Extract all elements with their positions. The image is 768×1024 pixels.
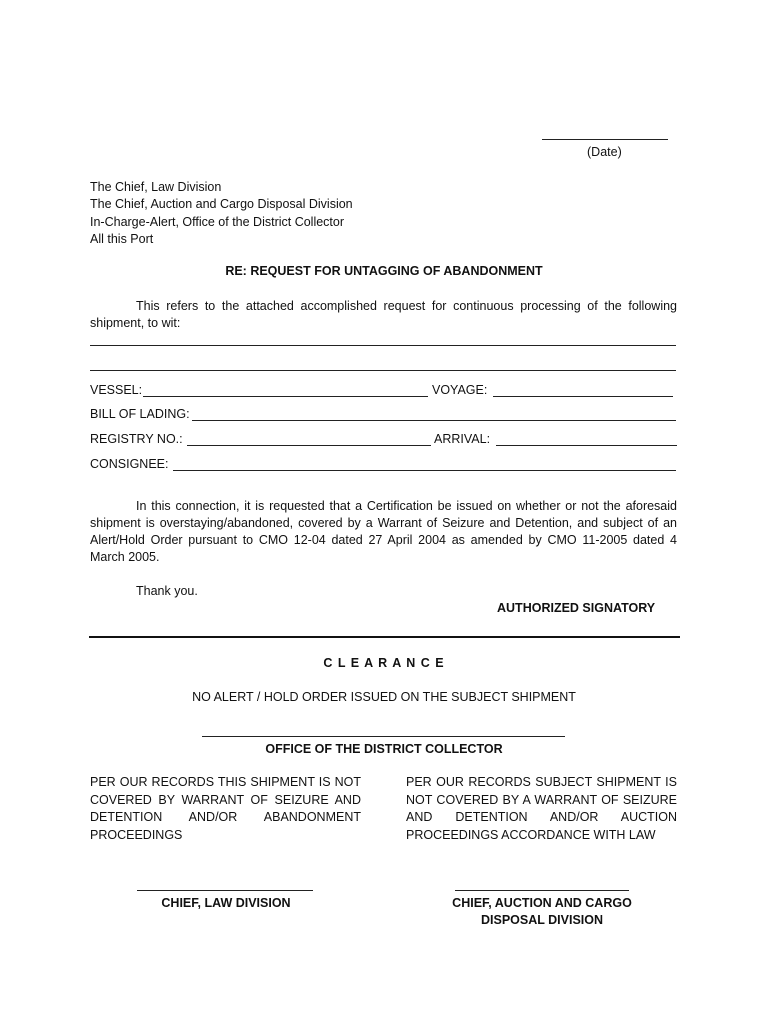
auction-division-signer-line1: CHIEF, AUCTION AND CARGO (452, 896, 632, 910)
intro-text: This refers to the attached accomplished request for continuous processing of the following shipment, to wit: (90, 299, 677, 330)
addressee-line: The Chief, Law Division (90, 180, 222, 194)
law-division-signer: CHIEF, LAW DIVISION (161, 896, 291, 910)
bill-of-lading-label: BILL OF LADING: (90, 407, 190, 421)
intro-paragraph (90, 298, 677, 332)
consignee-label: CONSIGNEE: (90, 457, 169, 471)
auction-division-signer-line2: DISPOSAL DIVISION (480, 913, 603, 927)
arrival-label: ARRIVAL: (434, 432, 491, 446)
arrival-field[interactable] (496, 445, 677, 446)
registry-no-field[interactable] (187, 445, 431, 446)
law-division-signature-line[interactable] (137, 890, 313, 891)
auction-division-clearance-text (406, 774, 677, 844)
registry-no-label: REGISTRY NO.: (90, 432, 183, 446)
blank-line[interactable] (90, 370, 676, 371)
addressee-block (90, 179, 353, 248)
vessel-label: VESSEL: (90, 383, 143, 397)
auction-division-text: PER OUR RECORDS SUBJECT SHIPMENT IS NOT COVERED BY A WARRANT OF SEIZURE AND DETENTION AND/OR AUCTION PROCEEDINGS ACCORDANCE WITH LAW (406, 775, 677, 842)
vessel-field[interactable] (143, 396, 428, 397)
law-division-text: PER OUR RECORDS THIS SHIPMENT IS NOT COVERED BY WARRANT OF SEIZURE AND DETENTION AND/OR ABANDONMENT PROCEEDINGS (90, 775, 361, 842)
auction-division-signature-line[interactable] (455, 890, 629, 891)
collector-signature-line[interactable] (202, 736, 565, 737)
office-of-collector: OFFICE OF THE DISTRICT COLLECTOR (265, 742, 503, 756)
date-line[interactable] (542, 139, 668, 140)
law-division-clearance-text (90, 774, 361, 844)
consignee-field[interactable] (173, 470, 676, 471)
clearance-statement: NO ALERT / HOLD ORDER ISSUED ON THE SUBJECT SHIPMENT (192, 690, 576, 704)
voyage-field[interactable] (493, 396, 673, 397)
authorized-signatory: AUTHORIZED SIGNATORY (497, 601, 656, 615)
request-text: In this connection, it is requested that a Certification be issued on whether or not the aforesaid shipment is overstaying/abandoned, covered by a Warrant of Seizure and Detention, and subject of an Alert/Hold Order pursuant to CMO 12-04 dated 27 April 2004 as amended by CMO 11-2005 dated 4 March 2005. (90, 499, 677, 564)
bill-of-lading-field[interactable] (192, 420, 676, 421)
addressee-line: In-Charge-Alert, Office of the District Collector (90, 214, 345, 229)
addressee-line: The Chief, Auction and Cargo Disposal Division (90, 197, 353, 212)
clearance-heading: C L E A R A N C E (323, 656, 445, 670)
blank-line[interactable] (90, 345, 676, 346)
section-divider (89, 636, 680, 638)
date-label: (Date) (587, 145, 622, 159)
voyage-label: VOYAGE: (432, 383, 488, 397)
closing-text: Thank you. (136, 584, 198, 598)
subject-heading: RE: REQUEST FOR UNTAGGING OF ABANDONMENT (225, 264, 543, 278)
request-paragraph (90, 498, 677, 566)
addressee-line: All this Port (90, 231, 154, 246)
